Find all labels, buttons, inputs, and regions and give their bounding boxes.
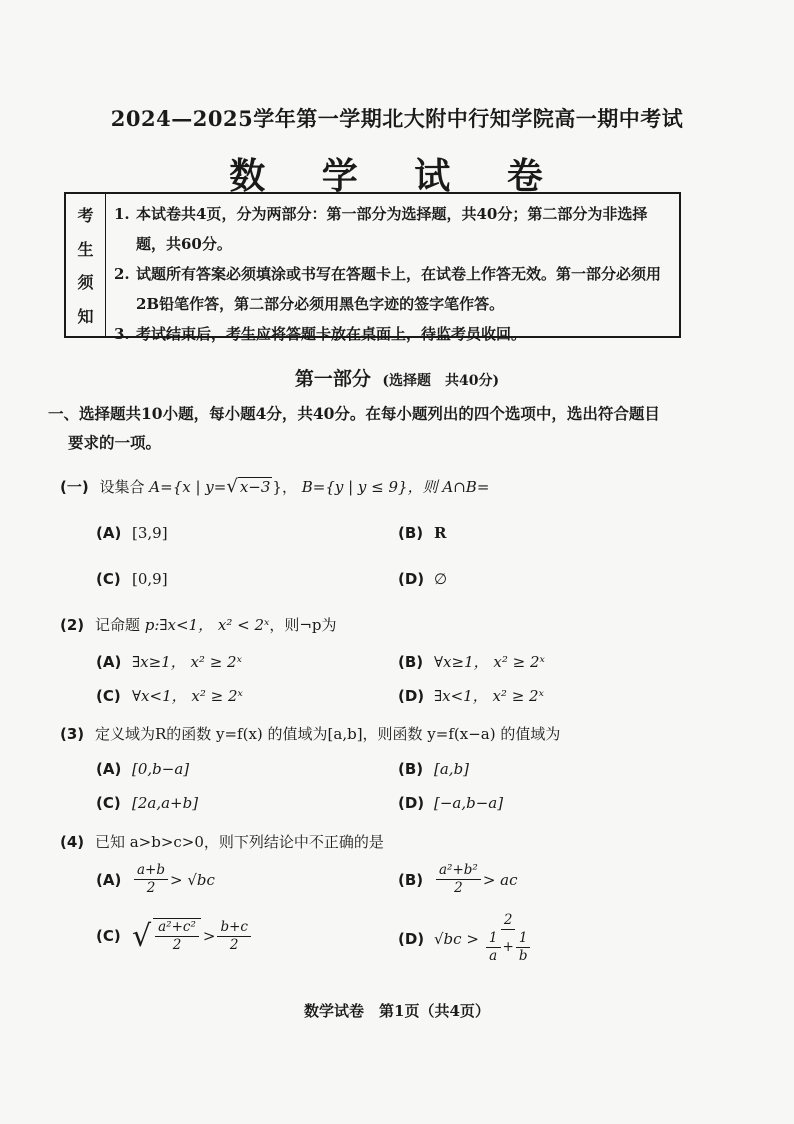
question-number: (3) [60, 725, 85, 743]
option-c [96, 794, 198, 812]
candidate-notice-box [64, 192, 681, 343]
question-number: (4) [60, 833, 85, 851]
option-label: (C) [96, 570, 121, 588]
notice-item [114, 319, 671, 349]
sqrt-symbol: √ [132, 918, 152, 954]
notice-label-char: 考 [77, 206, 94, 226]
option-label: (A) [96, 870, 122, 889]
option-label: (D) [398, 794, 425, 812]
math-expression: p:∃x<1， x² < 2ˣ [144, 616, 270, 634]
notice-item-number: 3. [114, 325, 130, 343]
option-text: √bc > [434, 929, 479, 948]
part1-heading [0, 364, 794, 391]
question-4-stem [60, 831, 384, 852]
option-label: (C) [96, 686, 121, 705]
fraction [436, 862, 481, 897]
part1-instructions [48, 399, 728, 457]
option-label: (B) [398, 524, 424, 542]
notice-label [66, 194, 106, 336]
notice-item-number: 2. [114, 265, 130, 283]
option-label: (B) [398, 760, 424, 778]
fraction [481, 912, 536, 965]
math-expression: A={x | y= [149, 478, 227, 496]
fraction [486, 930, 501, 965]
fraction-numerator: 1 [486, 930, 501, 948]
option-text: ∅ [434, 570, 448, 588]
option-b [398, 651, 545, 672]
fraction-denominator: 2 [454, 880, 463, 896]
option-label: (C) [96, 927, 121, 945]
notice-items [106, 194, 679, 343]
fraction-denominator: 2 [229, 936, 239, 953]
question-3-stem [60, 723, 560, 744]
option-b [398, 760, 469, 778]
option-text: > √bc [170, 870, 215, 889]
option-label: (A) [96, 652, 122, 671]
notice-item-text: 本试卷共4页，分为两部分：第一部分为选择题，共40分；第二部分为非选择题，共60分。 [136, 205, 648, 253]
question-text: 记命题 [94, 616, 140, 634]
notice-item [114, 259, 671, 319]
sqrt-symbol: √ [226, 476, 238, 497]
math-expression: }， [272, 478, 297, 496]
option-text: [a,b] [434, 760, 470, 778]
option-label: (A) [96, 760, 122, 778]
option-c [96, 918, 253, 954]
option-c [96, 570, 168, 588]
question-text: 已知 a>b>c>0，则下列结论中不正确的是 [94, 833, 384, 851]
fraction-numerator: 1 [516, 930, 531, 948]
exam-subject-title: 数 学 试 卷 [229, 156, 565, 197]
question-text: 设集合 [99, 478, 145, 496]
fraction-denominator: a [489, 948, 498, 964]
question-1-stem [60, 476, 489, 497]
notice-label-char: 须 [77, 273, 94, 293]
page-footer: 数学试卷 第1页（共4页） [304, 1002, 490, 1020]
fraction [134, 862, 168, 897]
notice-label-char: 生 [77, 239, 94, 259]
fraction-denominator: 2 [146, 880, 156, 896]
comparison-sign: > [202, 927, 216, 945]
instructions-line: 要求的一项。 [68, 433, 162, 452]
option-label: (B) [398, 652, 424, 671]
option-label: (D) [398, 570, 425, 588]
option-a [96, 651, 242, 672]
option-b [398, 862, 518, 897]
option-d [398, 912, 537, 965]
option-label: (D) [398, 686, 425, 705]
option-c [96, 685, 243, 706]
option-text: [2a,a+b] [132, 794, 199, 812]
question-text: 定义域为R的函数 y=f(x) 的值域为[a,b]，则函数 y=f(x−a) 的值域为 [94, 725, 561, 743]
option-text: ∃x≥1， x² ≥ 2ˣ [132, 653, 242, 671]
part1-heading-note: (选择题 共40分) [382, 373, 500, 389]
option-label: (A) [96, 524, 122, 542]
option-label: (C) [96, 794, 121, 812]
option-text: ∀x<1， x² ≥ 2ˣ [132, 687, 243, 705]
question-text: ，则¬p为 [269, 616, 337, 634]
exam-title: 2024—2025学年第一学期北大附中行知学院高一期中考试 [110, 106, 684, 131]
fraction-numerator: a²+c² [155, 919, 199, 937]
option-d [398, 794, 503, 812]
fraction-numerator: a+b [134, 862, 168, 880]
question-number: (一) [60, 478, 89, 496]
plus-sign: + [502, 939, 514, 955]
option-text: R [434, 524, 447, 542]
option-text: [3,9] [132, 524, 168, 542]
fraction-denominator: b [518, 948, 528, 964]
option-label: (D) [398, 929, 425, 948]
notice-label-char: 知 [77, 306, 94, 326]
option-a [96, 760, 189, 778]
notice-item-number: 1. [114, 205, 130, 223]
math-expression: B={y | y ≤ 9}，则 [301, 478, 438, 496]
fraction-denominator [481, 930, 536, 965]
notice-item [114, 199, 671, 259]
option-a [96, 524, 168, 542]
part1-heading-title: 第一部分 [294, 368, 371, 390]
option-b [398, 524, 446, 542]
option-text: [−a,b−a] [434, 794, 504, 812]
fraction-numerator: b+c [217, 919, 251, 937]
option-a [96, 862, 215, 897]
question-2-stem [60, 614, 336, 635]
option-text: > ac [482, 870, 518, 889]
notice-item-text: 试题所有答案必须填涂或书写在答题卡上，在试卷上作答无效。第一部分必须用2B铅笔作答，第二部分必须用黑色字迹的签字笔作答。 [136, 265, 662, 313]
fraction [516, 930, 531, 965]
fraction [217, 919, 251, 954]
fraction-numerator: 2 [501, 912, 516, 930]
sqrt-radicand: x−3 [239, 478, 271, 496]
math-expression: A∩B= [442, 478, 490, 496]
fraction-numerator: a²+b² [436, 862, 481, 880]
fraction-denominator: 2 [172, 937, 182, 953]
option-text: ∀x≥1， x² ≥ 2ˣ [434, 653, 545, 671]
notice-item-text: 考试结束后，考生应将答题卡放在桌面上，待监考员收回。 [136, 325, 527, 343]
option-text: ∃x<1， x² ≥ 2ˣ [434, 687, 544, 705]
option-d [398, 685, 544, 706]
instructions-line: 一、选择题共10小题，每小题4分，共40分。在每小题列出的四个选项中，选出符合题目 [48, 404, 660, 423]
option-d [398, 570, 447, 588]
question-number: (2) [60, 616, 85, 634]
option-text: [0,9] [132, 570, 168, 588]
option-label: (B) [398, 870, 424, 889]
option-text: [0,b−a] [132, 760, 190, 778]
fraction [153, 918, 201, 954]
